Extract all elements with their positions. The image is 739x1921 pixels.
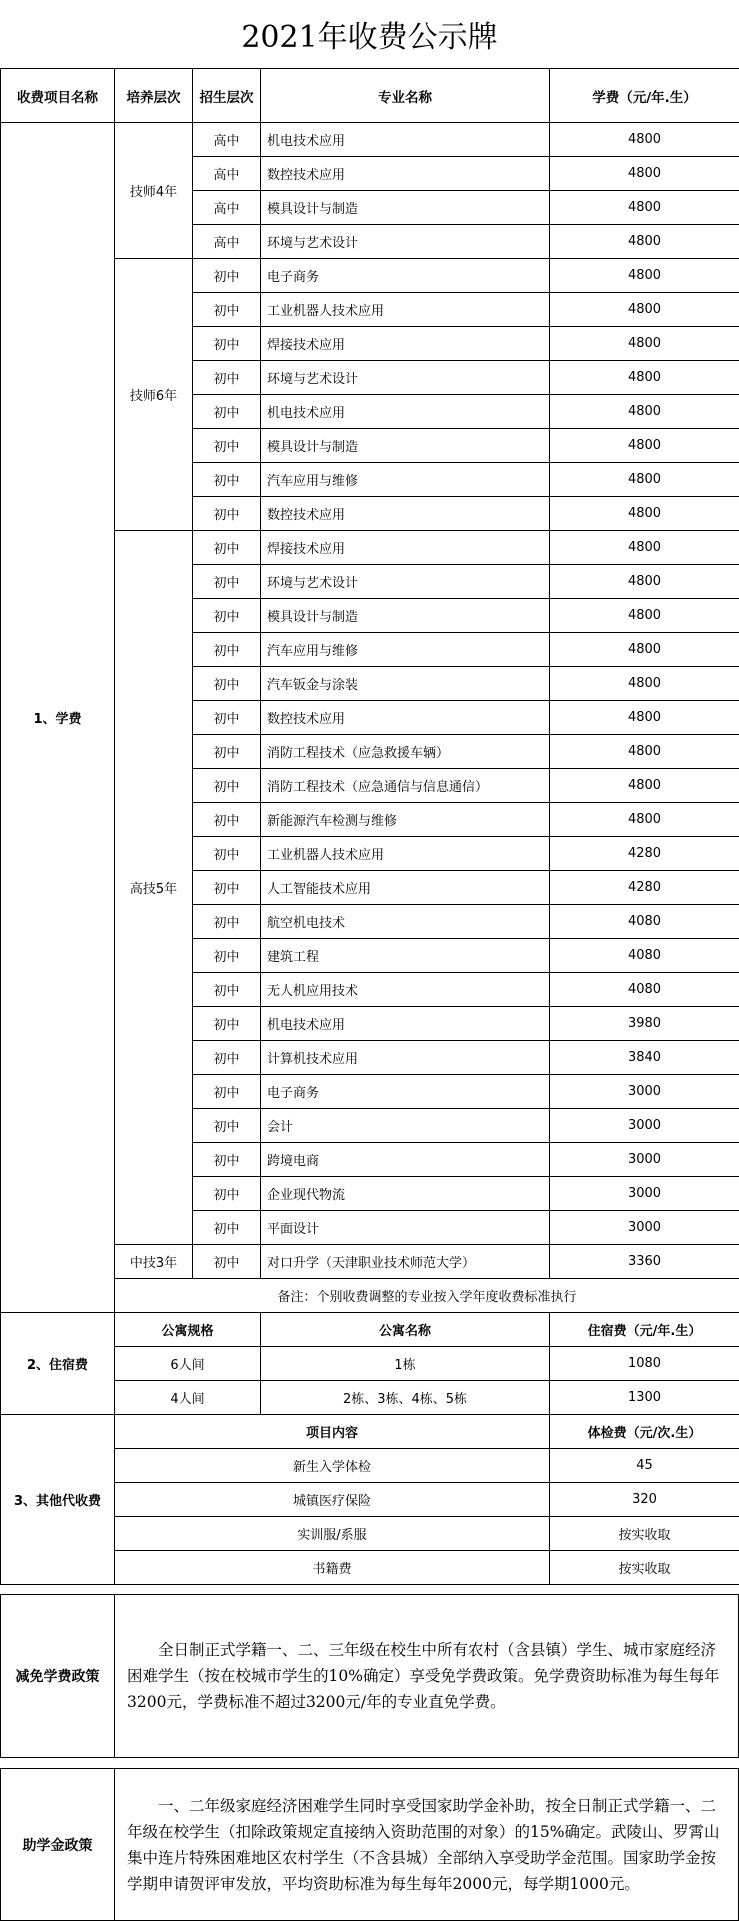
level-cell: 中技3年 xyxy=(115,1245,193,1279)
major-cell: 消防工程技术（应急救援车辆） xyxy=(261,735,550,769)
other-header-item: 项目内容 xyxy=(115,1415,550,1449)
major-cell: 电子商务 xyxy=(261,1075,550,1109)
other-header-fee: 体检费（元/次.生） xyxy=(550,1415,739,1449)
fee-cell: 3000 xyxy=(550,1075,739,1109)
table-header-row xyxy=(1,69,739,123)
enroll-cell: 初中 xyxy=(193,871,261,905)
policy-text: 一、二年级家庭经济困难学生同时享受国家助学金补助，按全日制正式学籍一、二年级在校学生（扣除政策规定直接纳入资助范围的对象）的15%确定。武陵山、罗霄山集中连片特殊困难地区农村学生（不含县城）全部纳入享受助学金范围。国家助学金按学期申请贺评审发放，平均资助标准为每生每年2000元，每学期1000元。 xyxy=(115,1769,739,1921)
enroll-cell: 初中 xyxy=(193,531,261,565)
major-cell: 汽车应用与维修 xyxy=(261,463,550,497)
major-cell: 焊接技术应用 xyxy=(261,531,550,565)
level-cell: 技师6年 xyxy=(115,259,193,531)
enroll-cell: 初中 xyxy=(193,599,261,633)
fee-cell: 4800 xyxy=(550,429,739,463)
enroll-cell: 初中 xyxy=(193,667,261,701)
major-cell: 数控技术应用 xyxy=(261,157,550,191)
enroll-cell: 初中 xyxy=(193,1075,261,1109)
fee-cell: 4080 xyxy=(550,905,739,939)
major-cell: 平面设计 xyxy=(261,1211,550,1245)
major-cell: 工业机器人技术应用 xyxy=(261,837,550,871)
other-fee: 按实收取 xyxy=(550,1517,739,1551)
fee-cell: 4800 xyxy=(550,565,739,599)
dorm-section xyxy=(1,1313,739,1415)
major-cell: 焊接技术应用 xyxy=(261,327,550,361)
dorm-label: 2、住宿费 xyxy=(1,1313,115,1415)
fee-cell: 4800 xyxy=(550,803,739,837)
major-cell: 汽车钣金与涂装 xyxy=(261,667,550,701)
fee-cell: 4800 xyxy=(550,667,739,701)
fee-cell: 4080 xyxy=(550,939,739,973)
fee-cell: 4800 xyxy=(550,327,739,361)
major-cell: 会计 xyxy=(261,1109,550,1143)
major-cell: 消防工程技术（应急通信与信息通信） xyxy=(261,769,550,803)
major-cell: 航空机电技术 xyxy=(261,905,550,939)
other-label: 3、其他代收费 xyxy=(1,1415,115,1585)
enroll-cell: 初中 xyxy=(193,803,261,837)
enroll-cell: 高中 xyxy=(193,123,261,157)
fee-cell: 3000 xyxy=(550,1211,739,1245)
enroll-cell: 高中 xyxy=(193,157,261,191)
dorm-name: 1栋 xyxy=(261,1347,550,1381)
major-cell: 工业机器人技术应用 xyxy=(261,293,550,327)
other-fee: 按实收取 xyxy=(550,1551,739,1585)
enroll-cell: 高中 xyxy=(193,191,261,225)
dorm-header-fee: 住宿费（元/年.生） xyxy=(550,1313,739,1347)
fee-cell: 3000 xyxy=(550,1177,739,1211)
major-cell: 无人机应用技术 xyxy=(261,973,550,1007)
other-item: 城镇医疗保险 xyxy=(115,1483,550,1517)
other-fees-section xyxy=(1,1415,739,1585)
fee-cell: 4800 xyxy=(550,701,739,735)
enroll-cell: 初中 xyxy=(193,735,261,769)
fee-cell: 4800 xyxy=(550,599,739,633)
enroll-cell: 初中 xyxy=(193,429,261,463)
major-cell: 机电技术应用 xyxy=(261,395,550,429)
enroll-cell: 初中 xyxy=(193,293,261,327)
header-enroll: 招生层次 xyxy=(193,69,261,123)
fee-cell: 3840 xyxy=(550,1041,739,1075)
major-cell: 环境与艺术设计 xyxy=(261,225,550,259)
fee-cell: 4800 xyxy=(550,361,739,395)
tuition-waiver-policy xyxy=(0,1594,739,1758)
policy-label: 助学金政策 xyxy=(1,1769,115,1921)
major-cell: 汽车应用与维修 xyxy=(261,633,550,667)
enroll-cell: 初中 xyxy=(193,1245,261,1279)
fee-cell: 4800 xyxy=(550,769,739,803)
dorm-header-name: 公寓名称 xyxy=(261,1313,550,1347)
enroll-cell: 初中 xyxy=(193,1041,261,1075)
enroll-cell: 初中 xyxy=(193,633,261,667)
enroll-cell: 初中 xyxy=(193,259,261,293)
enroll-cell: 初中 xyxy=(193,769,261,803)
dorm-header-spec: 公寓规格 xyxy=(115,1313,261,1347)
enroll-cell: 初中 xyxy=(193,939,261,973)
other-item: 新生入学体检 xyxy=(115,1449,550,1483)
major-cell: 企业现代物流 xyxy=(261,1177,550,1211)
enroll-cell: 高中 xyxy=(193,225,261,259)
fee-cell: 3000 xyxy=(550,1143,739,1177)
fee-cell: 4800 xyxy=(550,735,739,769)
dorm-spec: 4人间 xyxy=(115,1381,261,1415)
page-title: 2021年收费公示牌 xyxy=(241,20,498,55)
header-item: 收费项目名称 xyxy=(1,69,115,123)
enroll-cell: 初中 xyxy=(193,973,261,1007)
major-cell: 模具设计与制造 xyxy=(261,429,550,463)
enroll-cell: 初中 xyxy=(193,327,261,361)
enroll-cell: 初中 xyxy=(193,565,261,599)
fee-cell: 3360 xyxy=(550,1245,739,1279)
fee-cell: 4280 xyxy=(550,837,739,871)
header-fee: 学费（元/年.生） xyxy=(550,69,739,123)
major-cell: 环境与艺术设计 xyxy=(261,565,550,599)
enroll-cell: 初中 xyxy=(193,701,261,735)
level-cell: 高技5年 xyxy=(115,531,193,1245)
major-cell: 数控技术应用 xyxy=(261,701,550,735)
enroll-cell: 初中 xyxy=(193,497,261,531)
enroll-cell: 初中 xyxy=(193,1211,261,1245)
policy-text: 全日制正式学籍一、二、三年级在校生中所有农村（含县镇）学生、城市家庭经济困难学生（按在校城市学生的10%确定）享受免学费政策。免学费资助标准为每生每年3200元，学费标准不超过3200元/年的专业直免学费。 xyxy=(115,1595,739,1758)
dorm-spec: 6人间 xyxy=(115,1347,261,1381)
fee-cell: 4800 xyxy=(550,123,739,157)
grant-policy xyxy=(0,1768,739,1921)
major-cell: 电子商务 xyxy=(261,259,550,293)
enroll-cell: 初中 xyxy=(193,1007,261,1041)
fee-cell: 4800 xyxy=(550,463,739,497)
major-cell: 计算机技术应用 xyxy=(261,1041,550,1075)
tuition-note: 备注：个别收费调整的专业按入学年度收费标准执行 xyxy=(115,1279,739,1313)
dorm-fee: 1300 xyxy=(550,1381,739,1415)
tuition-section xyxy=(1,123,739,1313)
fee-cell: 4080 xyxy=(550,973,739,1007)
major-cell: 跨境电商 xyxy=(261,1143,550,1177)
fee-table xyxy=(0,68,739,1585)
major-cell: 对口升学（天津职业技术师范大学） xyxy=(261,1245,550,1279)
policy-label: 减免学费政策 xyxy=(1,1595,115,1758)
fee-cell: 4800 xyxy=(550,293,739,327)
major-cell: 模具设计与制造 xyxy=(261,599,550,633)
table-row xyxy=(1,123,739,157)
level-cell: 技师4年 xyxy=(115,123,193,259)
fee-cell: 3000 xyxy=(550,1109,739,1143)
major-cell: 建筑工程 xyxy=(261,939,550,973)
enroll-cell: 初中 xyxy=(193,463,261,497)
fee-cell: 4800 xyxy=(550,259,739,293)
header-major: 专业名称 xyxy=(261,69,550,123)
other-fee: 320 xyxy=(550,1483,739,1517)
fee-cell: 4800 xyxy=(550,633,739,667)
fee-cell: 4800 xyxy=(550,395,739,429)
header-level: 培养层次 xyxy=(115,69,193,123)
enroll-cell: 初中 xyxy=(193,395,261,429)
major-cell: 模具设计与制造 xyxy=(261,191,550,225)
major-cell: 人工智能技术应用 xyxy=(261,871,550,905)
enroll-cell: 初中 xyxy=(193,837,261,871)
other-item: 书籍费 xyxy=(115,1551,550,1585)
fee-cell: 4800 xyxy=(550,497,739,531)
enroll-cell: 初中 xyxy=(193,1177,261,1211)
major-cell: 数控技术应用 xyxy=(261,497,550,531)
fee-cell: 4800 xyxy=(550,157,739,191)
enroll-cell: 初中 xyxy=(193,361,261,395)
enroll-cell: 初中 xyxy=(193,1109,261,1143)
major-cell: 新能源汽车检测与维修 xyxy=(261,803,550,837)
fee-cell: 4800 xyxy=(550,225,739,259)
other-fee: 45 xyxy=(550,1449,739,1483)
fee-cell: 4280 xyxy=(550,871,739,905)
major-cell: 机电技术应用 xyxy=(261,1007,550,1041)
dorm-name: 2栋、3栋、4栋、5栋 xyxy=(261,1381,550,1415)
enroll-cell: 初中 xyxy=(193,1143,261,1177)
fee-cell: 3980 xyxy=(550,1007,739,1041)
enroll-cell: 初中 xyxy=(193,905,261,939)
tuition-label: 1、学费 xyxy=(1,123,115,1313)
fee-cell: 4800 xyxy=(550,531,739,565)
other-item: 实训服/系服 xyxy=(115,1517,550,1551)
major-cell: 机电技术应用 xyxy=(261,123,550,157)
dorm-fee: 1080 xyxy=(550,1347,739,1381)
fee-cell: 4800 xyxy=(550,191,739,225)
major-cell: 环境与艺术设计 xyxy=(261,361,550,395)
